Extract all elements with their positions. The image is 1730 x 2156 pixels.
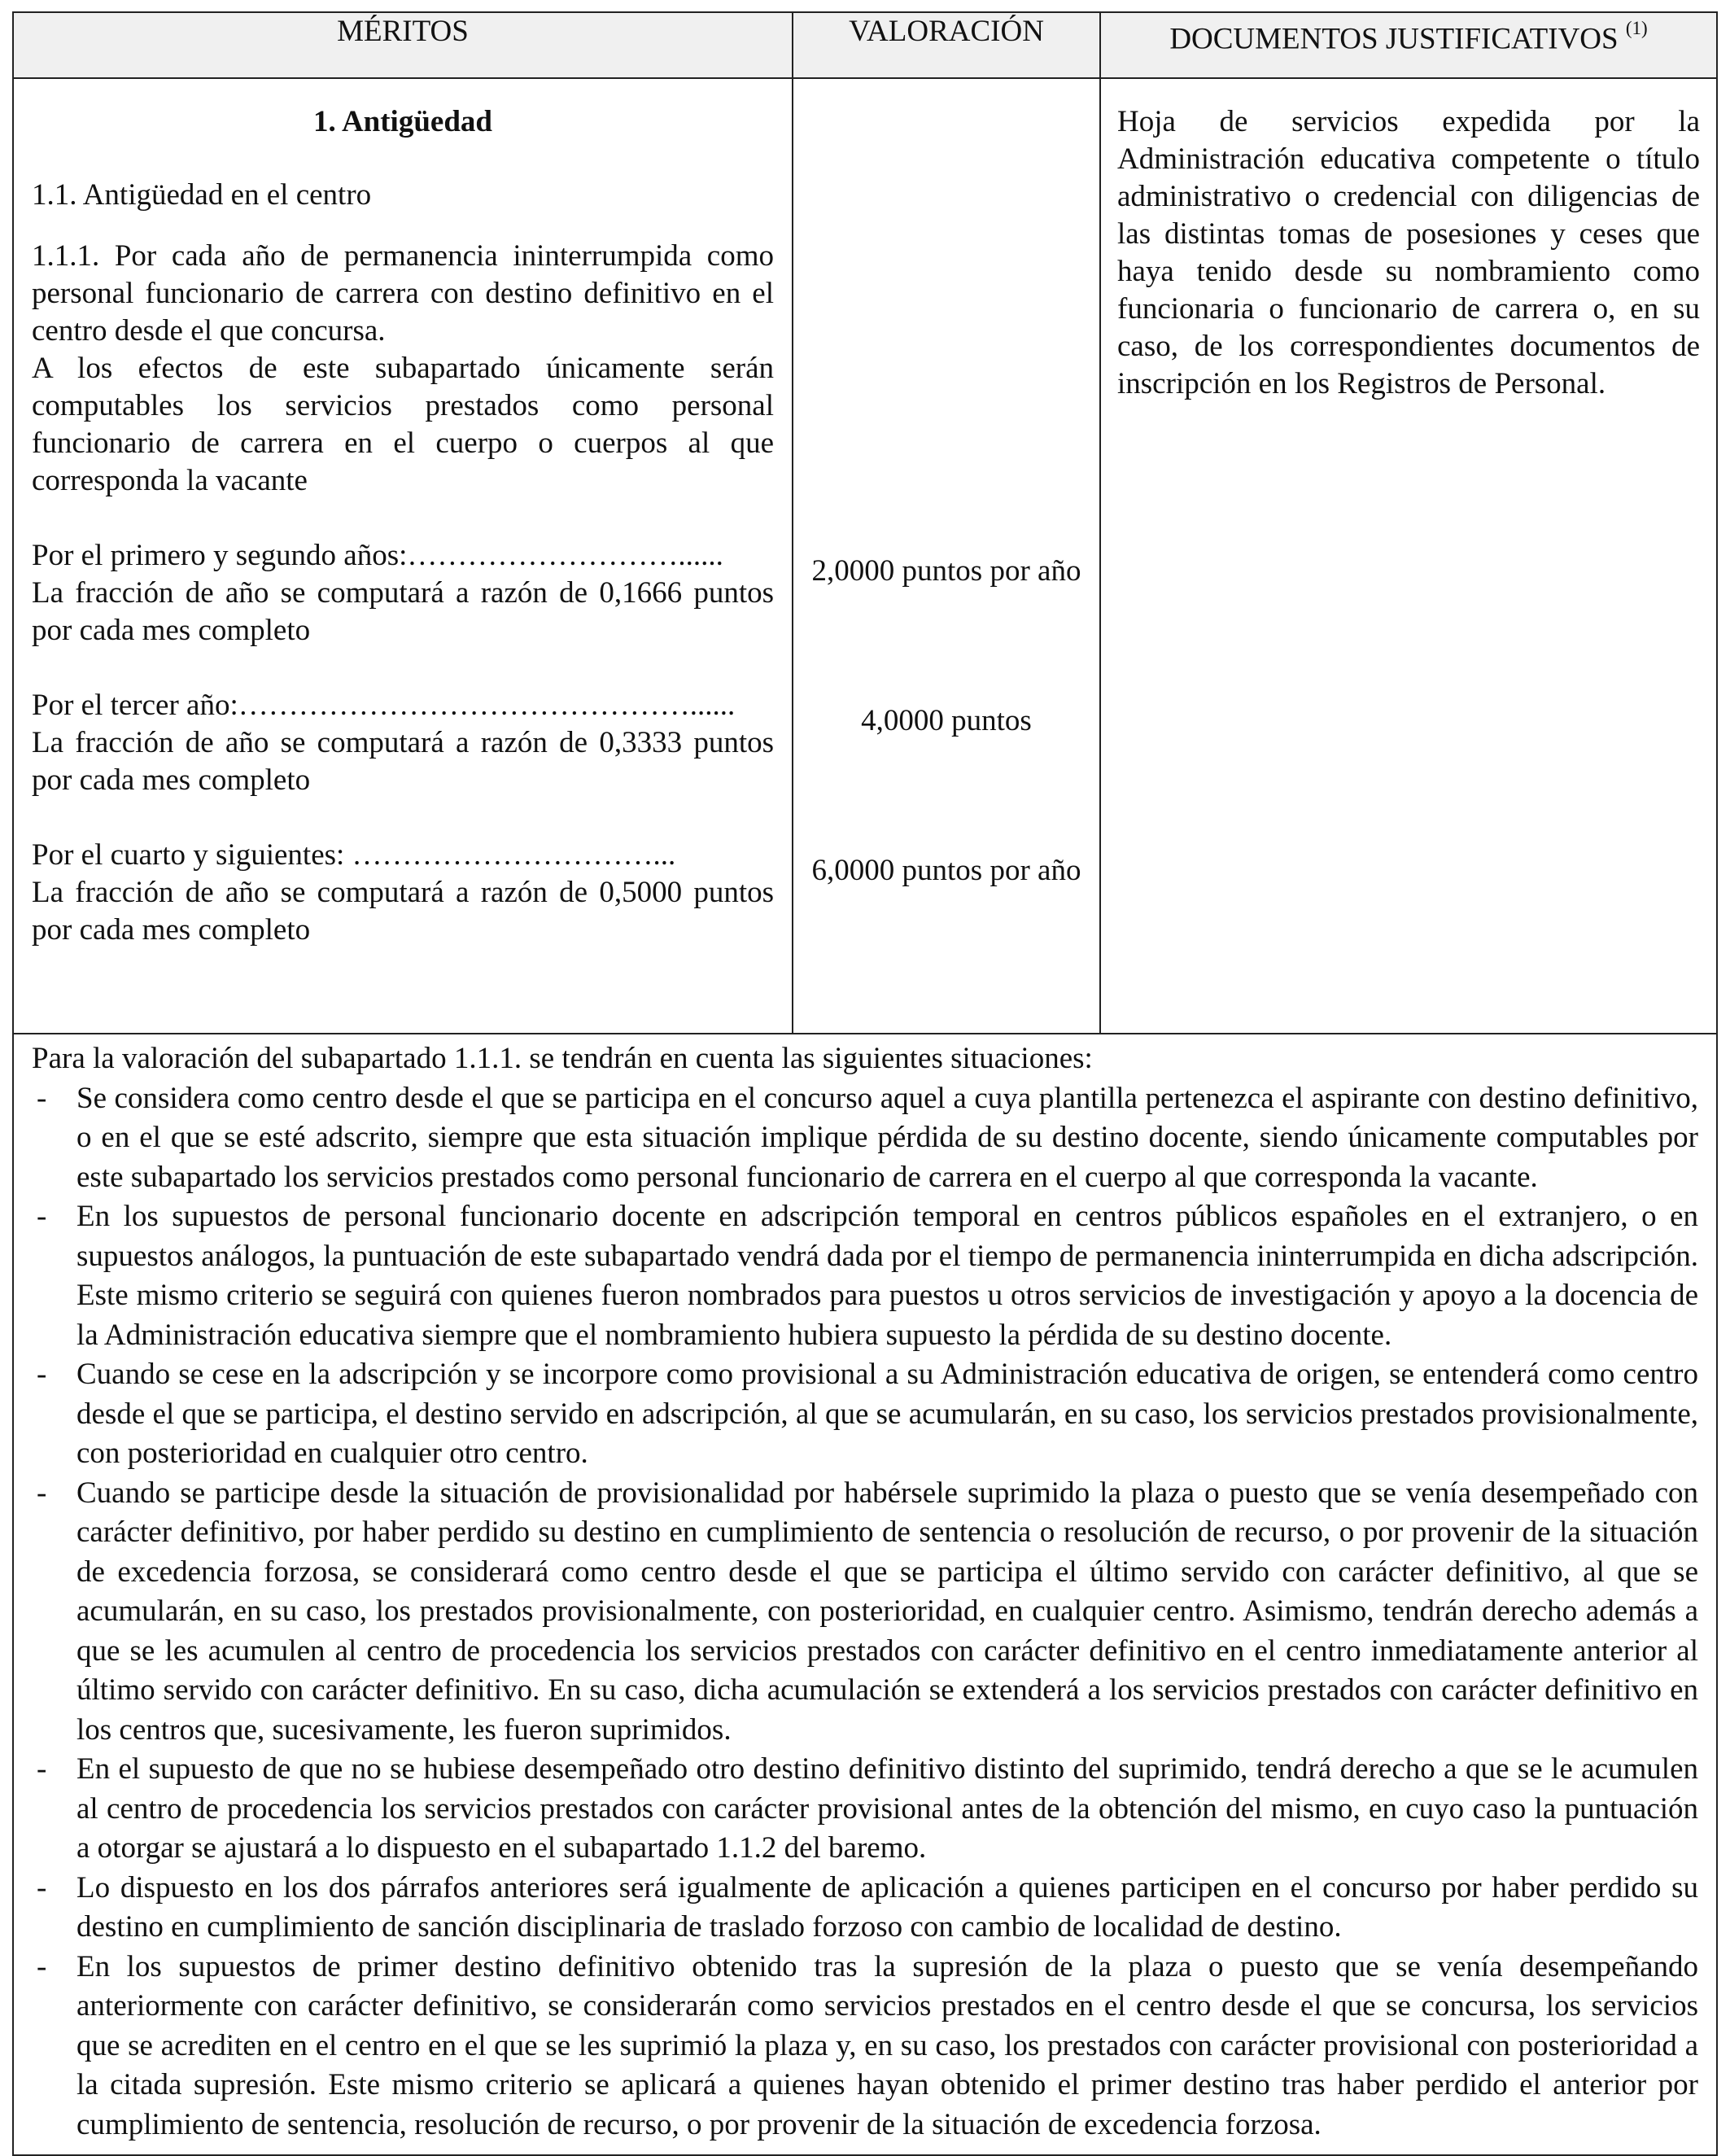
- header-meritos-label: MÉRITOS: [337, 15, 469, 48]
- notes-list: [32, 1079, 1698, 2145]
- list-item: [32, 1197, 1698, 1355]
- document-page: [12, 11, 1716, 2156]
- notes-row: [13, 1034, 1717, 2155]
- notes-cell: [13, 1034, 1717, 2155]
- merit-row-3-label: Por el cuarto y siguientes: …………………………...: [32, 838, 676, 872]
- list-item-text: En los supuestos de primer destino definitivo obtenido tras la supresión de la plaza o puesto que se venía desempeñando anteriormente con carácter definitivo, se considerarán como servicios prestados en el centro desde el que se concursa, los servicios que se acrediten en el centro en el que se les suprimió la plaza y, en su caso, los prestados con carácter provisional con posterioridad a la citada supresión. Este mismo criterio se aplicará a quienes hayan obtenido el primer destino tras haber perdido el anterior por cumplimiento de sentencia, resolución de recurso, o por provenir de la situación de excedencia forzosa.: [76, 1949, 1698, 2141]
- merit-row-2-label: Por el tercer año:………………………………………......: [32, 689, 736, 722]
- bullet-dash: -: [37, 1200, 47, 1233]
- meritos-cell: [13, 78, 793, 1034]
- merit-row-2: [32, 687, 774, 799]
- item-note: A los efectos de este subapartado únicamente serán computables los servicios prestados como personal funcionario de carrera en el cuerpo o cuerpos al que corresponda la vacante: [32, 352, 774, 497]
- header-valoracion: [793, 12, 1100, 78]
- valoracion-column: [802, 103, 1091, 1015]
- value-row-3: 6,0000 puntos por año: [811, 854, 1081, 887]
- header-meritos: [13, 12, 793, 78]
- documentos-cell: [1100, 78, 1717, 1034]
- list-item-text: Se considera como centro desde el que se participa en el concurso aquel a cuya plantilla pertenezca el aspirante con destino definitivo, o en el que se esté adscrito, siempre que esta situación implique pérdida de su destino docente, siendo únicamente computables por este subapartado los servicios prestados como personal funcionario de carrera en el cuerpo al que corresponda la vacante.: [76, 1081, 1698, 1194]
- list-item-text: Lo dispuesto en los dos párrafos anteriores será igualmente de aplicación a quienes participen en el concurso por haber perdido su destino en cumplimiento de sanción disciplinaria de traslado forzoso con cambio de localidad de destino.: [76, 1870, 1698, 1944]
- list-item-text: En el supuesto de que no se hubiese desempeñado otro destino definitivo distinto del suprimido, tendrá derecho a que se le acumulen al centro de procedencia los servicios prestados con carácter provisional antes de la obtención del mismo, en cuyo caso la puntuación a otorgar se ajustará a lo dispuesto en el subapartado 1.1.2 del baremo.: [76, 1752, 1698, 1865]
- bullet-dash: -: [37, 1358, 47, 1391]
- valoracion-cell: [793, 78, 1100, 1034]
- merit-row-3-fraction: La fracción de año se computará a razón de 0,5000 puntos por cada mes completo: [32, 876, 774, 947]
- merit-row-3: [32, 837, 774, 949]
- bullet-dash: -: [37, 1752, 47, 1786]
- baremo-table: [12, 11, 1718, 2156]
- subsection-title: 1.1. Antigüedad en el centro: [32, 178, 372, 212]
- merit-row-2-fraction: La fracción de año se computará a razón de 0,3333 puntos por cada mes completo: [32, 726, 774, 797]
- merit-row-1-fraction: La fracción de año se computará a razón de 0,1666 puntos por cada mes completo: [32, 576, 774, 647]
- documentos-text: Hoja de servicios expedida por la Administración educativa competente o título administrativo o credencial con diligencias de las distintas tomas de posesiones y ceses que haya tenido desde su nombramiento como funcionaria o funcionario de carrera o, en su caso, de los correspondientes documentos de inscripción en los Registros de Personal.: [1117, 105, 1700, 400]
- list-item: [32, 1750, 1698, 1869]
- list-item: [32, 1869, 1698, 1948]
- value-row-2: 4,0000 puntos: [861, 704, 1032, 737]
- list-item-text: En los supuestos de personal funcionario docente en adscripción temporal en centros públicos españoles en el extranjero, o en supuestos análogos, la puntuación de este subapartado vendrá dada por el tiempo de permanencia ininterrumpida en dicha adscripción. Este mismo criterio se seguirá con quienes fueron nombrados para puestos u otros servicios de investigación y apoyo a la docencia de la Administración educativa siempre que el nombramiento hubiera supuesto la pérdida de su destino docente.: [76, 1200, 1698, 1352]
- item-description: 1.1.1. Por cada año de permanencia ininterrumpida como personal funcionario de carrera con destino definitivo en el centro desde el que concursa.: [32, 239, 774, 348]
- antiguedad-row: [13, 78, 1717, 1034]
- header-footnote-marker: (1): [1625, 18, 1648, 38]
- table-header-row: [13, 12, 1717, 78]
- section-title: 1. Antigüedad: [312, 105, 492, 138]
- bullet-dash: -: [37, 1870, 47, 1905]
- notes-intro: Para la valoración del subapartado 1.1.1. se tendrán en cuenta las siguientes situaciones:: [32, 1042, 1093, 1075]
- header-documentos-label: DOCUMENTOS JUSTIFICATIVOS: [1169, 22, 1619, 56]
- bullet-dash: -: [37, 1476, 47, 1510]
- list-item: [32, 1948, 1698, 2145]
- value-row-1: 2,0000 puntos por año: [811, 554, 1081, 588]
- header-documentos: [1100, 12, 1717, 78]
- merit-row-1-label: Por el primero y segundo años:………………………......: [32, 539, 723, 572]
- list-item: [32, 1079, 1698, 1198]
- list-item: [32, 1355, 1698, 1474]
- bullet-dash: -: [37, 1081, 47, 1115]
- bullet-dash: -: [37, 1949, 47, 1983]
- merit-row-1: [32, 537, 774, 649]
- list-item: [32, 1474, 1698, 1751]
- list-item-text: Cuando se participe desde la situación de provisionalidad por habérsele suprimido la plaza o puesto que se venía desempeñado con carácter definitivo, por haber perdido su destino en cumplimiento de sentencia o resolución de recurso, o por provenir de la situación de excedencia forzosa, se considerará como centro desde el que se participa el último servido con carácter definitivo, al que se acumularán, en su caso, los prestados provisionalmente, con posterioridad, en cualquier centro. Asimismo, tendrán derecho además a que se les acumulen al centro de procedencia los servicios prestados con carácter definitivo en el centro inmediatamente anterior al último servido con carácter definitivo. En su caso, dicha acumulación se extenderá a los servicios prestados con carácter definitivo en los centros que, sucesivamente, les fueron suprimidos.: [76, 1476, 1698, 1747]
- header-valoracion-label: VALORACIÓN: [849, 15, 1044, 48]
- list-item-text: Cuando se cese en la adscripción y se incorpore como provisional a su Administración educativa de origen, se entenderá como centro desde el que se participa, el destino servido en adscripción, al que se acumularán, en su caso, los servicios prestados provisionalmente, con posterioridad en cualquier otro centro.: [76, 1358, 1698, 1470]
